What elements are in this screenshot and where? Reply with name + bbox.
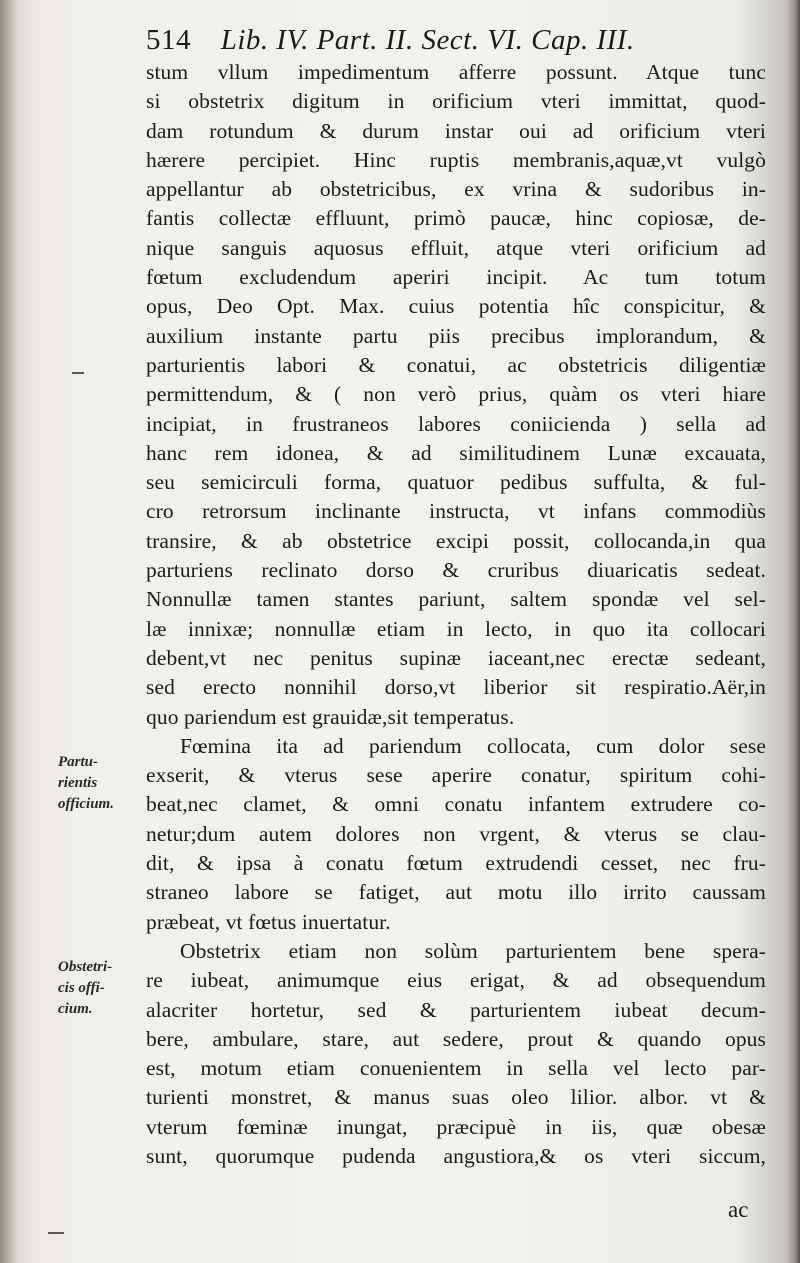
text-line: netur;dum autem dolores non vrgent, & vterus se clau- [146,821,766,846]
margin-note-line: cium. [58,1001,93,1017]
text-line: hanc rem idonea, & ad similitudinem Lunæ excauata, [146,440,766,465]
margin-ink-mark [48,1232,64,1234]
text-line: straneo labore se fatiget, aut motu illo irrito caussam [146,880,766,905]
text-line: incipiat, in frustraneos labores coniicienda ) sella ad [146,411,766,436]
margin-note-line: Obstetri- [58,959,113,975]
text-line: fantis collectæ effluunt, primò paucæ, hinc copiosæ, de- [146,206,766,231]
text-line: auxilium instante partu piis precibus implorandum, & [146,323,766,348]
text-line: re iubeat, animumque eius erigat, & ad obsequendum [146,968,766,993]
text-line: fœtum excludendum aperiri incipit. Ac tum totum [146,265,766,290]
text-line: opus, Deo Opt. Max. cuius potentia hîc conspicitur, & [146,294,766,319]
margin-note-line: rientis [58,775,98,791]
text-line: parturiens reclinato dorso & cruribus diuaricatis sedeat. [146,558,766,583]
text-line: læ innixæ; nonnullæ etiam in lecto, in quo ita collocari [146,616,766,641]
page-spine-shadow [0,0,18,1263]
text-line: quo pariendum est grauidæ,sit temperatus. [146,704,515,729]
page-edge-shadow [786,0,800,1263]
text-line: sed erecto nonnihil dorso,vt liberior sit respiratio.Aër,in [146,675,766,700]
text-line: parturientis labori & conatui, ac obstetricis diligentiæ [146,352,766,377]
text-line: vterum fœminæ inungat, præcipuè in iis, quæ obesæ [146,1114,766,1139]
text-line: Nonnullæ tamen stantes pariunt, saltem spondæ vel sel- [146,587,766,612]
text-line: debent,vt nec penitus supinæ iaceant,nec erectæ sedeant, [146,645,766,670]
margin-ink-mark [72,372,84,374]
margin-note-line: officium. [58,796,114,812]
text-line: appellantur ab obstetricibus, ex vrina & sudoribus in- [146,177,766,202]
paragraph-start-line: Fœmina ita ad pariendum collocata, cum dolor sese [180,733,766,758]
running-header [146,20,776,60]
text-line: permittendum, & ( non verò prius, quàm os vteri hiare [146,382,766,407]
paragraph-start-line: Obstetrix etiam non solùm parturientem bene spera- [180,938,766,963]
text-line: bere, ambulare, stare, aut sedere, prout & quando opus [146,1026,766,1051]
catchword: ac [728,1197,749,1222]
running-title: Lib. IV. Part. II. Sect. VI. Cap. III. [220,24,635,56]
text-line: cro retrorsum inclinante instructa, vt infans commodiùs [146,499,766,524]
text-body [146,58,766,1171]
text-line: nique sanguis aquosus effluit, atque vteri orificium ad [146,235,766,260]
text-line: præbeat, vt fœtus inuertatur. [146,909,391,934]
text-line: hærere percipiet. Hinc ruptis membranis,aquæ,vt vulgò [146,147,766,172]
margin-note-parturientis-officium [58,752,138,815]
text-line: dam rotundum & durum instar oui ad orificium vteri [146,118,766,143]
text-line: turienti monstret, & manus suas oleo lilior. albor. vt & [146,1085,766,1110]
margin-note-line: Partu- [58,754,99,770]
text-line: alacriter hortetur, sed & parturientem iubeat decum- [146,997,766,1022]
text-line: exserit, & vterus sese aperire conatur, spiritum cohi- [146,763,766,788]
text-line: est, motum etiam conuenientem in sella vel lecto par- [146,1056,766,1081]
page-number: 514 [146,24,191,56]
text-line: sunt, quorumque pudenda angustiora,& os vteri siccum, [146,1143,766,1168]
text-line: transire, & ab obstetrice excipi possit, collocanda,in qua [146,528,766,553]
margin-note-obstetricis-officium [58,957,138,1020]
text-line: seu semicirculi forma, quatuor pedibus suffulta, & ful- [146,470,766,495]
text-line: si obstetrix digitum in orificium vteri immittat, quod- [146,89,766,114]
text-line: stum vllum impedimentum afferre possunt. Atque tunc [146,60,766,84]
margin-note-line: cis offi- [58,980,105,996]
text-line: beat,nec clamet, & omni conatu infantem extrudere co- [146,792,766,817]
text-line: dit, & ipsa à conatu fœtum extrudendi cesset, nec fru- [146,851,766,876]
